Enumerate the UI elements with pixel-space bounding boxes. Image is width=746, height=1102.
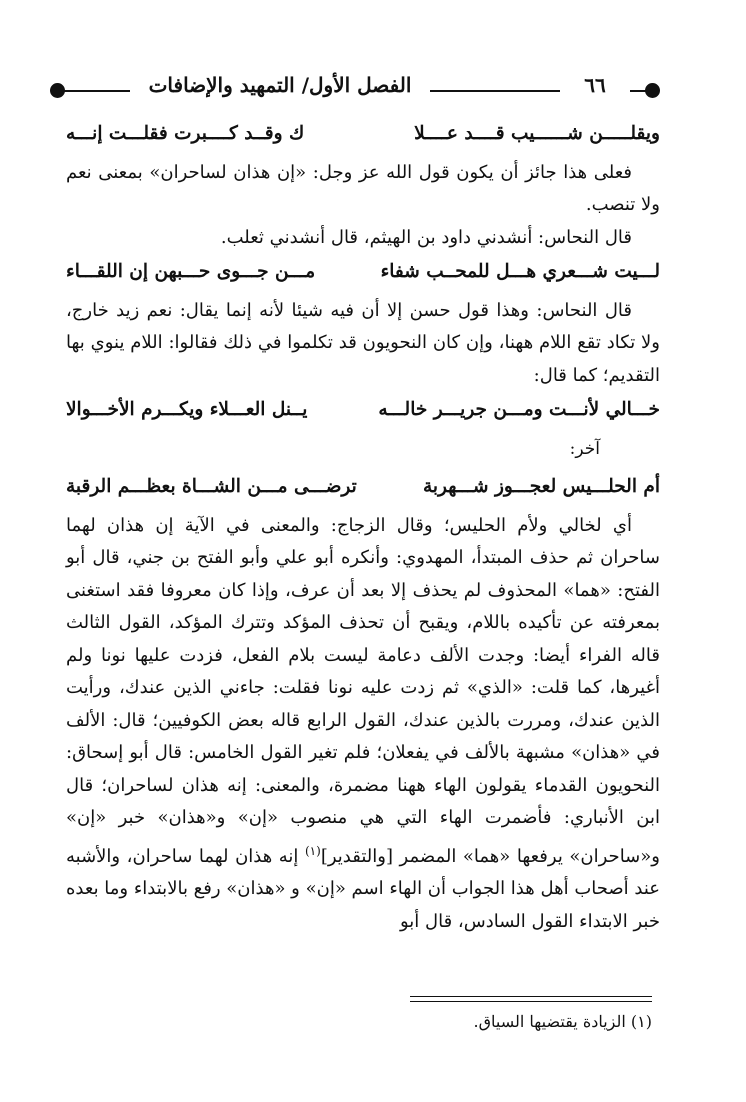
verse-1 xyxy=(66,118,660,151)
chapter-title: الفصل الأول/ التمهيد والإضافات xyxy=(130,70,430,100)
footnote-separator xyxy=(410,996,652,1002)
verse-4-first-hemistich: أم الحلـــيس لعجـــوز شـــهربة xyxy=(422,476,660,497)
verse-4 xyxy=(66,471,660,504)
paragraph-3: قال النحاس: وهذا قول حسن إلا أن فيه شيئا لأنه إنما يقال: نعم زيد خارج، ولا تكاد تقع اللام ههنا، وإن كان النحويون قد تكلموا في ذلك فقالوا: اللام ينوي بها التقديم؛ كما قال: xyxy=(66,299,660,386)
paragraph-4-text: أي لخالي ولأم الحليس؛ وقال الزجاج: والمعنى في الآية إن هذان لهما ساحران ثم حذف المبتدأ، المهدوي: وأنكره أبو علي وأبو الفتح بن جني، قال أبو الفتح: «هما» المحذوف لم يحذف إلا بعد أن عرف، وإذا كان معروفا فقد استغنى بمعرفته عن تأكيده باللام، ويقبح أن تحذف المؤكد وتترك المؤكد، القول الثالث قاله الفراء أيضا: وجدت الألف دعامة ليست بلام الفعل، فزدت عليها نونا ولم أغيرها، كما قلت: «الذي» ثم زدت عليه نونا فقلت: جاءني الذين عندك، ورأيت الذين عندك، ومررت بالذين عندك، القول الرابع قاله بعض الكوفيين؛ قال: الألف في «هذان» مشبهة بالألف في يفعلان؛ فلم تغير القول الخامس: قال أبو إسحاق: النحويون القدماء يقولون الهاء ههنا مضمرة، والمعنى: إنه هذان لساحران؛ قال ابن الأنباري: فأضمرت الهاء التي هي منصوب «إن» و«هذان» خبر «إن» و«ساحران» يرفعها «هما» المضمر xyxy=(66,514,660,867)
header-dot-right xyxy=(645,83,660,98)
verse-3-second-hemistich: يــنل العـــلاء ويكـــرم الأخـــوالا xyxy=(66,399,308,420)
label-other: آخر: xyxy=(569,438,600,459)
verse-3-first-hemistich: خـــالي لأنـــت ومـــن جريـــر خالـــه xyxy=(378,399,660,420)
header-dot-left xyxy=(50,83,65,98)
verse-2-second-hemistich: مـــن جـــوى حـــبهن إن اللقـــاء xyxy=(66,261,316,282)
verse-2 xyxy=(66,256,660,289)
verse-1-second-hemistich: ك وقــد كــــبرت فقلـــت إنـــه xyxy=(66,123,305,144)
paragraph-4-bracket: [والتقدير] xyxy=(320,845,393,867)
page-number: ٦٦ xyxy=(560,70,630,100)
paragraph-2: قال النحاس: أنشدني داود بن الهيثم، قال أنشدني ثعلب. xyxy=(220,226,632,248)
verse-1-first-hemistich: ويقلـــــن شــــــيب قــــد عــــلا xyxy=(414,123,660,144)
verse-4-second-hemistich: ترضـــى مـــن الشـــاة بعظـــم الرقبة xyxy=(66,476,357,497)
paragraph-1: فعلى هذا جائز أن يكون قول الله عز وجل: «إن هذان لساحران» بمعنى نعم ولا تنصب. xyxy=(66,161,660,215)
footnote-marker[interactable]: (١) xyxy=(304,843,321,858)
verse-2-first-hemistich: لـــيت شـــعري هـــل للمحــب شفاء xyxy=(380,261,660,282)
page-body xyxy=(66,116,660,938)
verse-3 xyxy=(66,394,660,427)
footnote: (١) الزيادة يقتضيها السياق. xyxy=(473,1012,652,1031)
paragraph-4 xyxy=(66,510,660,939)
paragraph-4-rest: إنه هذان لهما ساحران، والأشبه عند أصحاب أهل هذا الجواب أن الهاء اسم «إن» و «هذان» رفع بالابتداء وما بعده خبر الابتداء القول السادس، قال أبو xyxy=(66,845,660,932)
page-header xyxy=(50,66,660,114)
